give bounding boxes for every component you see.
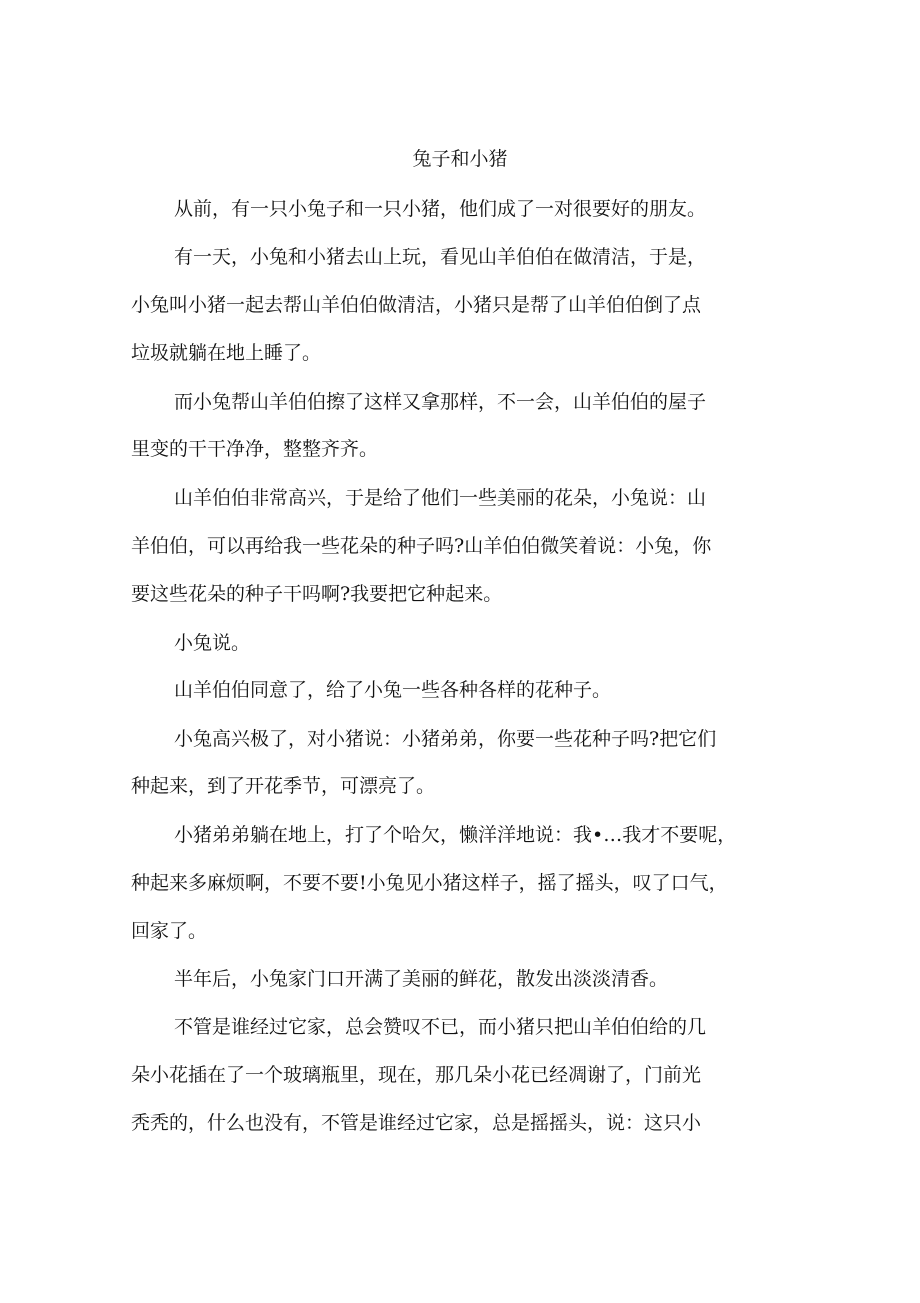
paragraph-line: 种起来，到了开花季节，可漂亮了。 xyxy=(131,775,436,797)
paragraph-line: 朵小花插在了一个玻璃瓶里，现在，那几朵小花已经凋谢了，门前光 xyxy=(131,1064,702,1086)
paragraph-line: 里变的干干净净，整整齐齐。 xyxy=(131,438,379,460)
paragraph-line: 小兔叫小猪一起去帮山羊伯伯做清洁，小猪只是帮了山羊伯伯倒了点 xyxy=(131,294,702,316)
paragraph-line: 从前，有一只小兔子和一只小猪，他们成了一对很要好的朋友。 xyxy=(174,198,707,220)
paragraph-line: 回家了。 xyxy=(131,920,208,942)
paragraph-line: 山羊伯伯非常高兴，于是给了他们一些美丽的花朵，小兔说：山 xyxy=(174,487,707,509)
paragraph-line: 山羊伯伯同意了，给了小兔一些各种各样的花种子。 xyxy=(174,679,612,701)
paragraph-line: 秃秃的，什么也没有，不管是谁经过它家，总是摇摇头，说：这只小 xyxy=(131,1112,702,1134)
paragraph-line: 半年后，小兔家门口开满了美丽的鲜花，散发出淡淡清香。 xyxy=(174,968,669,990)
paragraph-line: 而小兔帮山羊伯伯擦了这样又拿那样，不一会，山羊伯伯的屋子 xyxy=(174,391,707,413)
paragraph-line: 有一天，小兔和小猪去山上玩，看见山羊伯伯在做清洁，于是， xyxy=(174,246,707,268)
paragraph-line: 垃圾就躺在地上睡了。 xyxy=(131,342,322,364)
paragraph-line: 不管是谁经过它家，总会赞叹不已，而小猪只把山羊伯伯给的几 xyxy=(174,1016,707,1038)
paragraph-line: 要这些花朵的种子干吗啊?我要把它种起来。 xyxy=(131,583,503,605)
paragraph-line: 小猪弟弟躺在地上，打了个哈欠，懒洋洋地说：我•…我才不要呢， xyxy=(174,824,737,846)
paragraph-line: 小兔说。 xyxy=(174,632,251,654)
paragraph-line: 小兔高兴极了，对小猪说：小猪弟弟，你要一些花种子吗?把它们 xyxy=(174,728,717,750)
document-title: 兔子和小猪 xyxy=(412,148,508,170)
paragraph-line: 羊伯伯，可以再给我一些花朵的种子吗?山羊伯伯微笑着说：小兔，你 xyxy=(131,535,712,557)
paragraph-line: 种起来多麻烦啊，不要不要!小兔见小猪这样子，摇了摇头，叹了口气， xyxy=(131,872,728,894)
